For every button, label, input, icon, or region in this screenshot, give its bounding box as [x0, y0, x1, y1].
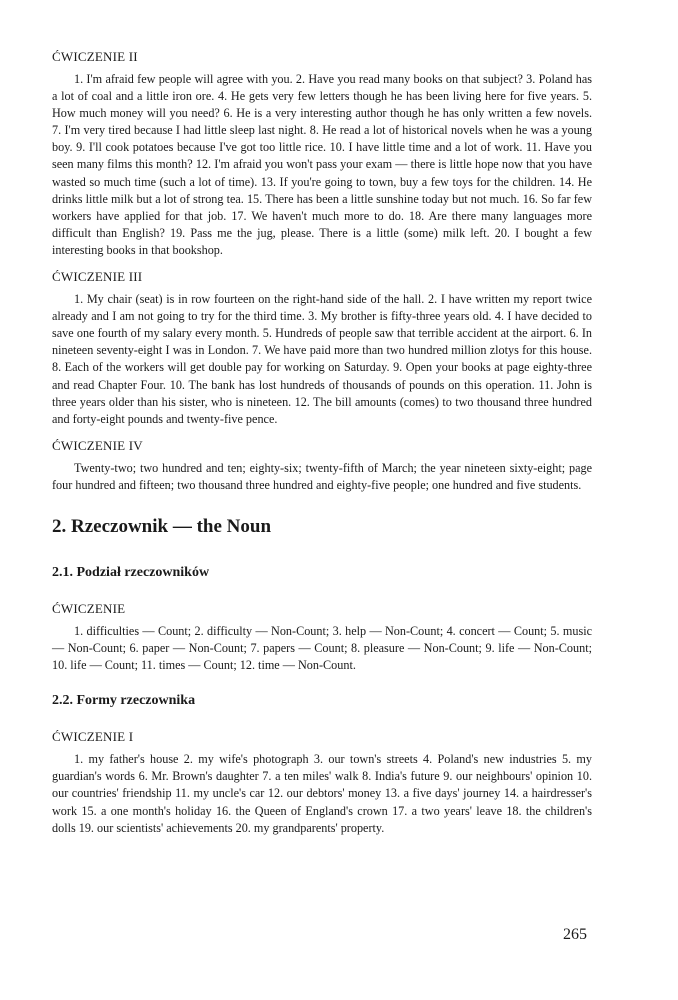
- exercise-heading-iv: ĆWICZENIE IV: [52, 437, 143, 453]
- exercise-heading-iii: ĆWICZENIE III: [52, 269, 143, 285]
- exercise-heading-ii: ĆWICZENIE II: [52, 49, 138, 64]
- section-title-2-2: 2.2. Formy rzeczownika: [52, 693, 196, 709]
- chapter-title: 2. Rzeczownik — the Noun: [52, 515, 272, 537]
- section-title-2-1: 2.1. Podział rzeczowników: [52, 564, 210, 580]
- exercise-heading-2-1: ĆWICZENIE: [52, 600, 126, 616]
- document-page: [52, 48, 592, 846]
- exercise-text-2-1: 1. difficulties — Count; 2. difficulty — Non-Count; 3. help — Non-Count; 4. concert — Count; 5. music — Non-Count; 6. paper — Non-Count; 7. papers — Count; 8. pleasure — Non-Count; 9. life — Non-Count; 10. life — Count; 11. times — Count; 12. time — Non-Count.: [52, 623, 592, 673]
- exercise-text-ii: 1. I'm afraid few people will agree with you. 2. Have you read many books on that subject? 3. Poland has a lot of coal and a little iron ore. 4. He gets very few letters though he has been living here for five years. 5. How much money will you need? 6. He is a very interesting author though he has only written a few novels. 7. I'm very tired because I had little sleep last night. 8. He read a lot of historical novels when he was a young boy. 9. I'll cook potatoes because I've got too little rice. 10. I have little time and a lot of work. 11. Have you seen many films this month? 12. I'm afraid you won't pass your exam — there is little hope now that you have wasted so much time (such a lot of time). 13. If you're going to town, buy a few toys for the children. 14. He drinks little milk but a lot of strong tea. 15. There has been a little sunshine today but not much. 16. So far few workers have applied for that job. 17. We haven't much more to do. 18. Are there many languages more difficult than English? 19. Pass me the jug, please. There is a little (some) milk left. 20. I bought a few interesting books in that bookshop.: [52, 72, 592, 257]
- exercise-text-iii: 1. My chair (seat) is in row fourteen on the right-hand side of the hall. 2. I have written my report twice already and I am not going to try for the third time. 3. My brother is fifty-three years old. 4. I have decided to save one fourth of my salary every month. 5. Hundreds of people saw that terrible accident at the airport. 6. In nineteen seventy-eight I was in London. 7. We have paid more than two hundred million zlotys for this house. 8. Each of the workers will get double pay for working on Saturday. 9. Open your books at page eighty-three and read Chapter Four. 10. The bank has lost hundreds of thousands of pounds on this operation. 11. John is three years older than his sister, who is nineteen. 12. The bill amounts (comes) to two thousand three hundred and forty-eight pounds and twenty-five pence.: [52, 292, 592, 426]
- page-number: 265: [563, 926, 587, 943]
- exercise-heading-2-2-i: ĆWICZENIE I: [52, 729, 134, 745]
- exercise-text-2-2-i: 1. my father's house 2. my wife's photograph 3. our town's streets 4. Poland's new industries 5. my guardian's words 6. Mr. Brown's daughter 7. a ten miles' walk 8. India's future 9. our neighbours' opinion 10. our countries' friendship 11. my uncle's car 12. our debtors' money 13. a five days' journey 14. a hairdresser's work 15. a one month's holiday 16. the Queen of England's crown 17. a two years' leave 18. the children's dolls 19. our scientists' achievements 20. my grandparents' property.: [52, 752, 592, 835]
- exercise-text-iv: Twenty-two; two hundred and ten; eighty-six; twenty-fifth of March; the year nineteen sixty-eight; page four hundred and fifteen; two thousand three hundred and eighty-five people; one hundred and five students.: [52, 460, 592, 492]
